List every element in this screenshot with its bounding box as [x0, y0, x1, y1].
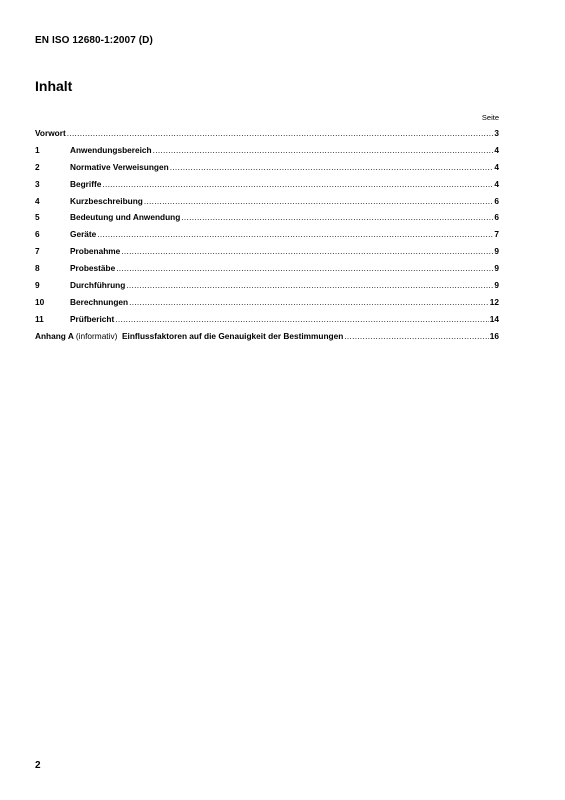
annex-title-text: Einflussfaktoren auf die Genauigkeit der Bestimmungen	[122, 330, 344, 341]
dot-leader	[115, 314, 489, 324]
toc-entry-title: Durchführung	[70, 280, 126, 291]
toc-entry-number: 1	[35, 144, 40, 155]
toc-entry-6[interactable]	[35, 229, 499, 246]
dot-leader	[121, 246, 493, 256]
toc-entry-title: Normative Verweisungen	[70, 161, 169, 172]
dot-leader	[97, 229, 493, 239]
toc-entry-1[interactable]	[35, 145, 499, 162]
toc-entry-3[interactable]	[35, 179, 499, 196]
toc-entry-page: 6	[494, 195, 499, 206]
toc-entry-8[interactable]	[35, 263, 499, 280]
toc-entry-page: 6	[494, 212, 499, 223]
table-of-contents	[35, 128, 499, 348]
toc-entry-page: 9	[494, 280, 499, 291]
dot-leader	[129, 297, 489, 307]
toc-entry-page: 4	[494, 178, 499, 189]
toc-entry-title: Geräte	[70, 229, 97, 240]
toc-entry-page: 9	[494, 263, 499, 274]
toc-entry-number: 5	[35, 212, 40, 223]
toc-entry-title: Kurzbeschreibung	[70, 195, 143, 206]
dot-leader	[153, 145, 494, 155]
toc-entry-page: 4	[494, 144, 499, 155]
document-identifier: EN ISO 12680-1:2007 (D)	[35, 35, 153, 46]
dot-leader	[344, 331, 488, 341]
toc-entry-title: Vorwort	[35, 128, 66, 138]
toc-entry-title: Probenahme	[70, 246, 121, 257]
toc-entry-number: 3	[35, 178, 40, 189]
toc-entry-2[interactable]	[35, 162, 499, 179]
toc-entry-vorwort[interactable]	[35, 128, 499, 145]
dot-leader	[144, 196, 494, 206]
toc-entry-10[interactable]	[35, 297, 499, 314]
dot-leader	[126, 280, 493, 290]
toc-entry-title: Bedeutung und Anwendung	[70, 212, 181, 223]
dot-leader	[116, 263, 493, 273]
toc-entry-page: 9	[494, 246, 499, 257]
toc-entry-title: Berechnungen	[70, 296, 129, 307]
toc-heading: Inhalt	[35, 78, 73, 94]
toc-entry-number: 7	[35, 246, 40, 257]
dot-leader	[170, 162, 494, 172]
toc-entry-number: 8	[35, 263, 40, 274]
toc-entry-page: 3	[494, 128, 499, 138]
toc-entry-title: Prüfbericht	[70, 313, 115, 324]
toc-entry-7[interactable]	[35, 246, 499, 263]
toc-entry-number: 4	[35, 195, 40, 206]
page-number: 2	[35, 760, 41, 771]
annex-qualifier: (informativ)	[75, 330, 118, 341]
toc-entry-title: Probestäbe	[70, 263, 116, 274]
toc-entry-page: 7	[494, 229, 499, 240]
dot-leader	[181, 212, 493, 222]
toc-entry-number: 11	[35, 313, 44, 324]
toc-entry-page: 4	[494, 161, 499, 172]
annex-label: Anhang A	[35, 330, 74, 341]
toc-entry-4[interactable]	[35, 196, 499, 213]
toc-entry-title: Anwendungsbereich	[70, 144, 152, 155]
dot-leader	[102, 179, 493, 189]
toc-entry-5[interactable]	[35, 212, 499, 229]
toc-entry-title: Begriffe	[70, 178, 102, 189]
toc-entry-number: 10	[35, 296, 45, 307]
page-column-label: Seite	[481, 113, 499, 122]
toc-entry-number: 6	[35, 229, 40, 240]
toc-entry-annex-a[interactable]	[35, 331, 499, 348]
toc-entry-page: 16	[489, 330, 499, 341]
toc-entry-page: 14	[489, 313, 499, 324]
toc-entry-number: 9	[35, 280, 40, 291]
toc-entry-11[interactable]	[35, 314, 499, 331]
toc-annex-title	[35, 331, 343, 341]
dot-leader	[67, 128, 494, 138]
toc-entry-number: 2	[35, 161, 40, 172]
toc-entry-9[interactable]	[35, 280, 499, 297]
toc-entry-page: 12	[489, 296, 499, 307]
